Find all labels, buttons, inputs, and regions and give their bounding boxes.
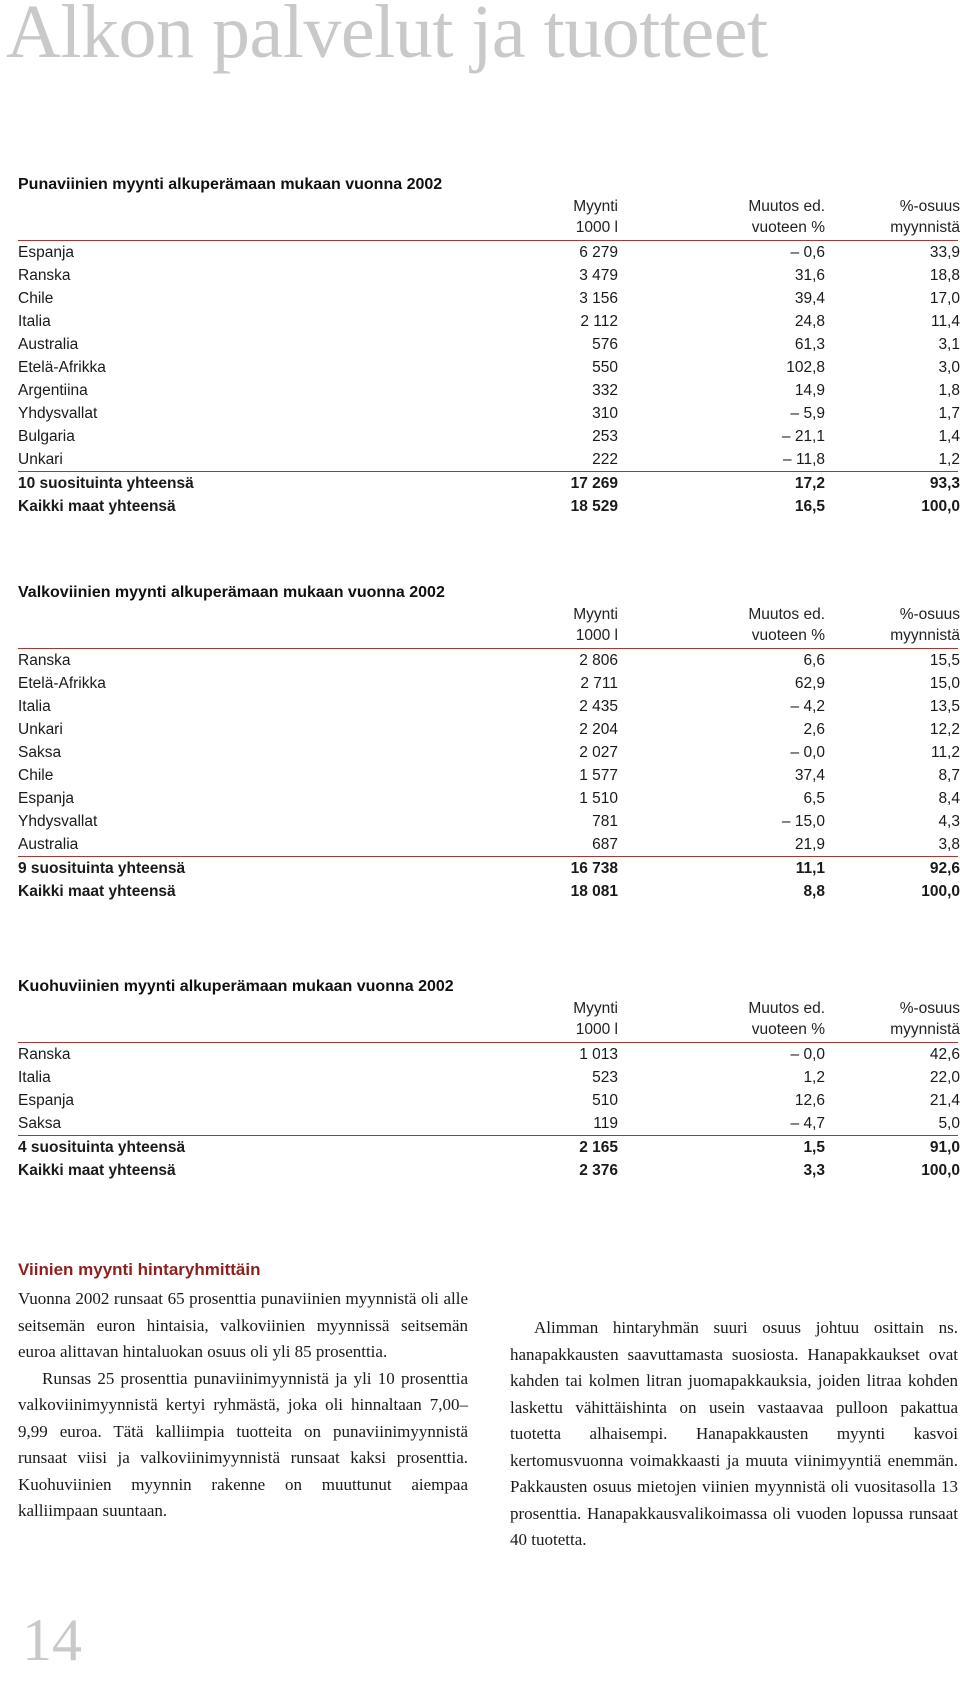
table-header xyxy=(18,998,958,1042)
country-cell: Kaikki maat yhteensä xyxy=(18,883,176,900)
share-cell: 1,4 xyxy=(938,428,960,445)
country-cell: Ranska xyxy=(18,652,71,669)
paragraph: Runsas 25 prosenttia punaviinimyynnistä ja yli 10 prosenttia valkoviinimyynnistä kertyi ryhmästä, joka oli hinnaltaan 7,00–9,99 euroa. Tätä kalliimpia tuotteita on punaviinimyynnistä runsaat viisi ja valkoviinimyynnistä runsaat kaksi prosenttia. Kuohuviinien myynnin rakenne on muuttunut aiempaa kalliimpaan suuntaan. xyxy=(18,1368,468,1520)
total-row xyxy=(18,1159,958,1182)
country-cell: 9 suosituinta yhteensä xyxy=(18,860,186,877)
total-row xyxy=(18,1136,958,1159)
table-rows xyxy=(18,1043,958,1135)
table-row xyxy=(18,672,958,695)
country-cell: Australia xyxy=(18,836,79,853)
change-cell: – 0,0 xyxy=(790,1046,825,1063)
sales-cell: 3 479 xyxy=(579,267,618,284)
country-cell: Espanja xyxy=(18,1092,75,1109)
country-cell: Saksa xyxy=(18,744,62,761)
country-cell: Chile xyxy=(18,290,54,307)
share-cell: 92,6 xyxy=(929,860,960,877)
header-sales: Myynti 1000 l xyxy=(573,198,618,236)
header-change: Muutos ed. vuoteen % xyxy=(748,1000,825,1038)
table-row xyxy=(18,833,958,856)
red-wine-table xyxy=(18,176,958,518)
change-cell: – 11,8 xyxy=(783,451,825,468)
table-title: Punaviinien myynti alkuperämaan mukaan vuonna 2002 xyxy=(18,176,443,193)
table-row xyxy=(18,1066,958,1089)
share-cell: 100,0 xyxy=(921,883,960,900)
change-cell: – 5,9 xyxy=(790,405,825,422)
table-totals xyxy=(18,857,958,903)
change-cell: 39,4 xyxy=(794,290,825,307)
table-row xyxy=(18,402,958,425)
sales-cell: 550 xyxy=(592,359,618,376)
change-cell: 1,5 xyxy=(803,1139,825,1156)
country-cell: Italia xyxy=(18,698,51,715)
change-cell: 31,6 xyxy=(794,267,825,284)
change-cell: 16,5 xyxy=(794,498,825,515)
share-cell: 3,0 xyxy=(938,359,960,376)
share-cell: 33,9 xyxy=(929,244,960,261)
table-row xyxy=(18,787,958,810)
country-cell: Unkari xyxy=(18,721,63,738)
white-wine-table xyxy=(18,584,958,903)
sparkling-wine-table xyxy=(18,978,958,1182)
sales-cell: 222 xyxy=(592,451,618,468)
sales-cell: 6 279 xyxy=(579,244,618,261)
sales-cell: 781 xyxy=(592,813,618,830)
country-cell: Kaikki maat yhteensä xyxy=(18,498,176,515)
sales-cell: 2 165 xyxy=(579,1139,618,1156)
total-row xyxy=(18,880,958,903)
table-header xyxy=(18,196,958,240)
change-cell: – 4,7 xyxy=(790,1115,825,1132)
share-cell: 100,0 xyxy=(921,498,960,515)
total-row xyxy=(18,472,958,495)
sales-cell: 18 081 xyxy=(570,883,618,900)
table-row xyxy=(18,264,958,287)
share-cell: 8,4 xyxy=(938,790,960,807)
sales-cell: 253 xyxy=(592,428,618,445)
header-change: Muutos ed. vuoteen % xyxy=(748,606,825,644)
sales-cell: 1 510 xyxy=(579,790,618,807)
sales-cell: 2 112 xyxy=(580,313,618,330)
table-header xyxy=(18,604,958,648)
sales-cell: 119 xyxy=(593,1115,618,1132)
sales-cell: 2 376 xyxy=(579,1162,618,1179)
share-cell: 17,0 xyxy=(929,290,960,307)
sales-cell: 310 xyxy=(592,405,618,422)
sales-cell: 2 435 xyxy=(579,698,618,715)
change-cell: – 15,0 xyxy=(781,813,825,830)
country-cell: Ranska xyxy=(18,267,71,284)
change-cell: 24,8 xyxy=(794,313,825,330)
table-row xyxy=(18,1112,958,1135)
change-cell: 2,6 xyxy=(803,721,825,738)
table-row xyxy=(18,379,958,402)
table-row xyxy=(18,448,958,471)
share-cell: 13,5 xyxy=(929,698,960,715)
share-cell: 15,5 xyxy=(929,652,960,669)
sales-cell: 687 xyxy=(592,836,618,853)
page-title: Alkon palvelut ja tuotteet xyxy=(6,0,768,74)
table-row xyxy=(18,1043,958,1066)
sales-cell: 17 269 xyxy=(570,475,618,492)
article-right-column xyxy=(510,1315,958,1554)
article-heading: Viinien myynti hintaryhmittäin xyxy=(18,1260,261,1279)
table-row xyxy=(18,695,958,718)
share-cell: 1,7 xyxy=(938,405,960,422)
table-row xyxy=(18,764,958,787)
country-cell: Chile xyxy=(18,767,54,784)
page-number: 14 xyxy=(22,1607,82,1673)
header-change: Muutos ed. vuoteen % xyxy=(748,198,825,236)
country-cell: Italia xyxy=(18,313,51,330)
sales-cell: 1 013 xyxy=(579,1046,618,1063)
country-cell: Unkari xyxy=(18,451,63,468)
sales-cell: 510 xyxy=(592,1092,618,1109)
country-cell: Saksa xyxy=(18,1115,62,1132)
table-row xyxy=(18,310,958,333)
table-row xyxy=(18,741,958,764)
sales-cell: 576 xyxy=(592,336,618,353)
country-cell: Espanja xyxy=(18,790,75,807)
share-cell: 3,1 xyxy=(938,336,960,353)
table-row xyxy=(18,241,958,264)
share-cell: 91,0 xyxy=(929,1139,960,1156)
sales-cell: 16 738 xyxy=(570,860,618,877)
sales-cell: 2 027 xyxy=(579,744,618,761)
share-cell: 1,8 xyxy=(938,382,960,399)
sales-cell: 3 156 xyxy=(579,290,618,307)
header-sales: Myynti 1000 l xyxy=(573,1000,618,1038)
change-cell: 21,9 xyxy=(794,836,825,853)
share-cell: 93,3 xyxy=(929,475,960,492)
change-cell: 3,3 xyxy=(803,1162,825,1179)
table-row xyxy=(18,718,958,741)
sales-cell: 332 xyxy=(592,382,618,399)
table-title: Kuohuviinien myynti alkuperämaan mukaan vuonna 2002 xyxy=(18,978,454,995)
change-cell: 102,8 xyxy=(786,359,825,376)
share-cell: 15,0 xyxy=(929,675,960,692)
country-cell: Bulgaria xyxy=(18,428,75,445)
share-cell: 18,8 xyxy=(929,267,960,284)
table-row xyxy=(18,649,958,672)
table-row xyxy=(18,287,958,310)
change-cell: 1,2 xyxy=(803,1069,825,1086)
change-cell: 11,1 xyxy=(795,860,825,877)
header-share: %-osuus myynnistä xyxy=(890,198,960,236)
article-left-column xyxy=(18,1286,468,1525)
country-cell: Argentiina xyxy=(18,382,88,399)
share-cell: 12,2 xyxy=(929,721,960,738)
share-cell: 4,3 xyxy=(938,813,960,830)
table-row xyxy=(18,425,958,448)
change-cell: 6,6 xyxy=(803,652,825,669)
change-cell: – 0,0 xyxy=(790,744,825,761)
change-cell: – 0,6 xyxy=(790,244,825,261)
total-row xyxy=(18,857,958,880)
header-sales: Myynti 1000 l xyxy=(573,606,618,644)
table-rows xyxy=(18,241,958,471)
country-cell: 4 suosituinta yhteensä xyxy=(18,1139,186,1156)
country-cell: Yhdysvallat xyxy=(18,405,98,422)
table-totals xyxy=(18,472,958,518)
share-cell: 8,7 xyxy=(938,767,960,784)
change-cell: 12,6 xyxy=(794,1092,825,1109)
share-cell: 22,0 xyxy=(929,1069,960,1086)
country-cell: Etelä-Afrikka xyxy=(18,359,106,376)
table-title: Valkoviinien myynti alkuperämaan mukaan vuonna 2002 xyxy=(18,584,445,601)
share-cell: 11,4 xyxy=(930,313,960,330)
country-cell: Espanja xyxy=(18,244,75,261)
sales-cell: 18 529 xyxy=(570,498,618,515)
table-row xyxy=(18,356,958,379)
change-cell: – 4,2 xyxy=(790,698,825,715)
change-cell: 8,8 xyxy=(803,883,825,900)
sales-cell: 1 577 xyxy=(579,767,618,784)
header-share: %-osuus myynnistä xyxy=(890,606,960,644)
share-cell: 11,2 xyxy=(930,744,960,761)
share-cell: 5,0 xyxy=(938,1115,960,1132)
sales-cell: 2 204 xyxy=(579,721,618,738)
change-cell: 61,3 xyxy=(794,336,825,353)
country-cell: Kaikki maat yhteensä xyxy=(18,1162,176,1179)
table-row xyxy=(18,810,958,833)
table-totals xyxy=(18,1136,958,1182)
change-cell: – 21,1 xyxy=(781,428,825,445)
change-cell: 14,9 xyxy=(794,382,825,399)
change-cell: 6,5 xyxy=(803,790,825,807)
total-row xyxy=(18,495,958,518)
share-cell: 42,6 xyxy=(929,1046,960,1063)
share-cell: 21,4 xyxy=(929,1092,960,1109)
sales-cell: 523 xyxy=(592,1069,618,1086)
country-cell: Ranska xyxy=(18,1046,71,1063)
sales-cell: 2 711 xyxy=(580,675,618,692)
change-cell: 62,9 xyxy=(794,675,825,692)
country-cell: Australia xyxy=(18,336,79,353)
share-cell: 3,8 xyxy=(938,836,960,853)
change-cell: 17,2 xyxy=(794,475,825,492)
header-share: %-osuus myynnistä xyxy=(890,1000,960,1038)
paragraph: Vuonna 2002 runsaat 65 prosenttia punaviinien myynnistä oli alle seitsemän euron hintaisia, valkoviinien myynnissä seitsemän euroa alittavan hintaluokan osuus oli yli 85 prosenttia. xyxy=(18,1289,468,1361)
country-cell: 10 suosituinta yhteensä xyxy=(18,475,194,492)
country-cell: Etelä-Afrikka xyxy=(18,675,106,692)
country-cell: Yhdysvallat xyxy=(18,813,98,830)
share-cell: 1,2 xyxy=(938,451,960,468)
change-cell: 37,4 xyxy=(794,767,825,784)
table-rows xyxy=(18,649,958,856)
sales-cell: 2 806 xyxy=(579,652,618,669)
table-row xyxy=(18,333,958,356)
share-cell: 100,0 xyxy=(921,1162,960,1179)
country-cell: Italia xyxy=(18,1069,51,1086)
paragraph: Alimman hintaryhmän suuri osuus johtuu osittain ns. hanapakkausten saavuttamasta suosiosta. Hanapakkaukset ovat kahden tai kolmen litran juomapakkauksia, joiden litraa kohden laskettu vähittäishinta on usein vastaavaa pulloon pakattua tuotetta alhaisempi. Hanapakkausten myynti kasvoi kertomusvuonna voimakkaasti ja muuta viinimyyntiä enemmän. Pakkausten osuus mietojen viinien myynnistä oli vuositasolla 13 prosenttia. Hanapakkausvalikoimassa oli vuoden lopussa runsaat 40 tuotetta. xyxy=(510,1318,958,1549)
table-row xyxy=(18,1089,958,1112)
